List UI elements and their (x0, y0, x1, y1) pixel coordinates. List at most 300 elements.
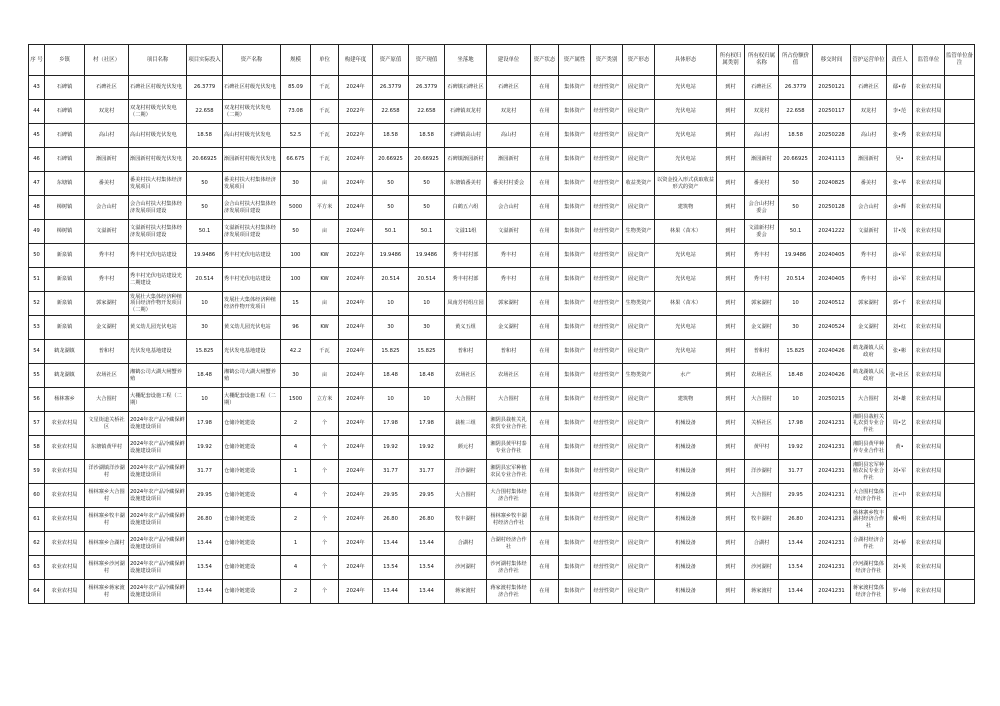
table-cell: 生物类资产 (623, 292, 655, 316)
table-cell: 机械设备 (655, 580, 717, 604)
col-header: 资产属性 (559, 45, 591, 76)
table-cell: 26.3779 (373, 76, 409, 100)
table-cell: 仓储冷链建设 (223, 412, 281, 436)
table-cell: 高山村村级光伏发电 (129, 124, 187, 148)
table-cell: 水产 (655, 364, 717, 388)
table-cell: 20240405 (813, 268, 851, 292)
table-cell: 农业农村局 (913, 292, 945, 316)
table-cell: 50.1 (373, 220, 409, 244)
table-row (29, 508, 975, 532)
table-cell: 20241231 (813, 508, 851, 532)
table-cell: 会合山村 (851, 196, 887, 220)
table-row (29, 340, 975, 364)
table-cell: 机械设备 (655, 436, 717, 460)
table-cell: 到村 (717, 316, 745, 340)
table-cell: 会合山村 (487, 196, 531, 220)
table-cell (945, 556, 975, 580)
col-header: 建设单位 (487, 45, 531, 76)
table-cell: 20.66925 (779, 148, 813, 172)
table-cell: 仓储冷链建设 (223, 532, 281, 556)
table-cell: 31.77 (373, 460, 409, 484)
table-cell: 建筑物 (655, 388, 717, 412)
table-cell: 20.66925 (187, 148, 223, 172)
table-cell: 18.58 (409, 124, 445, 148)
table-cell: 13.44 (373, 580, 409, 604)
table-cell (945, 436, 975, 460)
table-cell: 刘•红 (887, 316, 913, 340)
table-cell: 杨林寨乡蒋家渡村 (85, 580, 129, 604)
table-cell: 固定资产 (623, 124, 655, 148)
table-cell: 张•社区 (887, 364, 913, 388)
table-cell: 石碑镇 (45, 100, 85, 124)
table-cell: 56 (29, 388, 45, 412)
table-cell: 仓储冷链建设 (223, 436, 281, 460)
table-cell: 49 (29, 220, 45, 244)
table-cell: 固定资产 (623, 508, 655, 532)
table-cell: 吴• (887, 148, 913, 172)
col-header: 资产状态 (531, 45, 559, 76)
table-cell: 蒋家渡村 (745, 580, 779, 604)
table-cell: 20.514 (187, 268, 223, 292)
table-cell: 农业农村局 (913, 124, 945, 148)
table-cell: 经营性资产 (591, 508, 623, 532)
table-cell: 鹤龙湖镇 (45, 364, 85, 388)
table-cell: 2024年 (339, 172, 373, 196)
table-cell: 在用 (531, 196, 559, 220)
table-cell: 个 (311, 508, 339, 532)
table-cell: 固定资产 (623, 532, 655, 556)
table-cell (945, 508, 975, 532)
table-cell: 100 (281, 268, 311, 292)
table-cell: 18.58 (187, 124, 223, 148)
table-cell: 文溢11组 (445, 220, 487, 244)
table-cell: 农业农村局 (45, 556, 85, 580)
table-cell: 秀丰村 (85, 268, 129, 292)
col-header: 资产原值 (373, 45, 409, 76)
table-cell: 10 (373, 292, 409, 316)
table-cell: 52.5 (281, 124, 311, 148)
table-cell: 经营性资产 (591, 340, 623, 364)
col-header: 规模 (281, 45, 311, 76)
table-cell: 个 (311, 580, 339, 604)
table-cell: 农业农村局 (45, 532, 85, 556)
table-cell: 20240512 (813, 292, 851, 316)
table-cell: 2024年 (339, 412, 373, 436)
table-cell: 光伏电站 (655, 316, 717, 340)
table-cell: 31.77 (187, 460, 223, 484)
table-row (29, 580, 975, 604)
table-cell: 黄义幼儿园光伏电站 (129, 316, 187, 340)
table-cell: 双龙村 (487, 100, 531, 124)
table-cell: 文溢新村村委会 (745, 220, 779, 244)
table-cell: 集体资产 (559, 508, 591, 532)
table-cell: 农业农村局 (913, 460, 945, 484)
table-cell: 沙河湖村集体经济合作社 (487, 556, 531, 580)
table-cell: 个 (311, 460, 339, 484)
table-cell (945, 124, 975, 148)
table-cell: 经营性资产 (591, 364, 623, 388)
table-cell: 秀丰村 (487, 268, 531, 292)
table-cell: 石碑社区 (745, 76, 779, 100)
col-header: 乡镇 (45, 45, 85, 76)
table-cell: 2024年 (339, 580, 373, 604)
table-row (29, 220, 975, 244)
table-cell: 固定资产 (623, 580, 655, 604)
table-cell: 石碑社区 (851, 76, 887, 100)
table-cell: 在用 (531, 340, 559, 364)
table-cell (945, 580, 975, 604)
table-cell: 经营性资产 (591, 460, 623, 484)
table-cell: 固定资产 (623, 316, 655, 340)
table-cell: 到村 (717, 556, 745, 580)
table-cell: 20241113 (813, 148, 851, 172)
table-cell: 秀丰村 (745, 244, 779, 268)
table-cell: 在用 (531, 580, 559, 604)
table-cell: 周•艺 (887, 412, 913, 436)
table-cell: 蒋家渡村集体经济合作社 (851, 580, 887, 604)
table-cell: 在用 (531, 100, 559, 124)
table-cell: 合湖村 (745, 532, 779, 556)
table-cell: 大合围村 (445, 388, 487, 412)
table-cell: 经营性资产 (591, 244, 623, 268)
table-row (29, 484, 975, 508)
table-cell: 机械设备 (655, 460, 717, 484)
table-cell: 19.92 (373, 436, 409, 460)
table-cell: 固定资产 (623, 148, 655, 172)
table-cell: 集体资产 (559, 220, 591, 244)
table-cell: 13.44 (187, 532, 223, 556)
table-cell: 集体资产 (559, 100, 591, 124)
col-header: 项目实际投入 (187, 45, 223, 76)
table-cell: 大棚配套设施工程（二期） (129, 388, 187, 412)
table-cell: 55 (29, 364, 45, 388)
table-cell: 经营性资产 (591, 124, 623, 148)
table-cell: 100 (281, 244, 311, 268)
table-cell: 林果（苗木） (655, 292, 717, 316)
table-row (29, 436, 975, 460)
table-cell: 19.92 (187, 436, 223, 460)
table-cell: 金义湖村 (745, 316, 779, 340)
table-cell: 18.48 (373, 364, 409, 388)
table-cell: 杨林寨乡牧丰湖村经济合作社 (851, 508, 887, 532)
col-header: 管护运营单位 (851, 45, 887, 76)
table-cell: 10 (409, 292, 445, 316)
table-cell: 农业农村局 (913, 340, 945, 364)
col-header: 所有权归属类别 (717, 45, 745, 76)
col-header: 项目名称 (129, 45, 187, 76)
table-cell: 千瓦 (311, 148, 339, 172)
header-row (29, 45, 975, 76)
table-cell: 番美村村委会 (487, 172, 531, 196)
table-cell: 26.3779 (187, 76, 223, 100)
table-cell: 2024年农产品冷藏保鲜设施建设项目 (129, 412, 187, 436)
table-cell: 2024年 (339, 268, 373, 292)
table-cell: 2024年 (339, 508, 373, 532)
table-cell: 22.658 (779, 100, 813, 124)
table-cell: 农业农村局 (913, 436, 945, 460)
table-cell: 在用 (531, 76, 559, 100)
table-cell: 渐园新村村级光伏发电 (223, 148, 281, 172)
table-row (29, 412, 975, 436)
table-cell: 大合围村集体经济合作社 (487, 484, 531, 508)
table-cell: 到村 (717, 76, 745, 100)
table-cell: 个 (311, 556, 339, 580)
table-cell: 经营性资产 (591, 172, 623, 196)
table-cell: 在用 (531, 148, 559, 172)
table-cell: 农场社区 (487, 364, 531, 388)
table-cell: 10 (373, 388, 409, 412)
table-cell: 发展壮大集体经济种植经济作物开发项目 (223, 292, 281, 316)
table-cell: 千瓦 (311, 100, 339, 124)
table-cell: 新泉镇 (45, 244, 85, 268)
table-cell: 大合围村 (745, 484, 779, 508)
table-cell: 蒋家渡村 (445, 580, 487, 604)
table-cell: 生物类资产 (623, 220, 655, 244)
table-cell: 54 (29, 340, 45, 364)
table-cell: 在用 (531, 460, 559, 484)
table-cell: 到村 (717, 484, 745, 508)
table-cell: 刘•桥 (887, 532, 913, 556)
table-cell: 立方米 (311, 388, 339, 412)
table-cell: 农业农村局 (913, 316, 945, 340)
table-cell: 到村 (717, 340, 745, 364)
table-cell: 固定资产 (623, 340, 655, 364)
table-cell (945, 196, 975, 220)
table-cell: 光伏电站 (655, 244, 717, 268)
table-cell: 金义湖村 (85, 316, 129, 340)
table-cell: 杨林寨乡牧丰湖村经济合作社 (487, 508, 531, 532)
table-cell: 郭家湖村 (851, 292, 887, 316)
table-cell: 集体资产 (559, 292, 591, 316)
table-cell: 20241231 (813, 436, 851, 460)
table-cell: 13.44 (187, 580, 223, 604)
table-cell: 19.9486 (779, 244, 813, 268)
col-header: 村（社区） (85, 45, 129, 76)
table-cell: 仓储冷链建设 (223, 484, 281, 508)
table-cell: 31.77 (779, 460, 813, 484)
table-cell: 集体资产 (559, 124, 591, 148)
table-cell: 42.2 (281, 340, 311, 364)
table-cell: 农业农村局 (913, 148, 945, 172)
table-cell: 10 (187, 388, 223, 412)
table-cell: 洋沙湖镇洋沙湖村 (85, 460, 129, 484)
table-cell: 58 (29, 436, 45, 460)
table-cell: 石碑镇高山村 (445, 124, 487, 148)
table-cell: 个 (311, 484, 339, 508)
table-cell: 集体资产 (559, 436, 591, 460)
table-cell: 到村 (717, 100, 745, 124)
table-cell: 13.54 (409, 556, 445, 580)
table-cell: 1 (281, 532, 311, 556)
table-row (29, 196, 975, 220)
table-cell: 2022年 (339, 100, 373, 124)
table-row (29, 268, 975, 292)
table-cell: 在用 (531, 484, 559, 508)
col-header: 资产类别 (591, 45, 623, 76)
table-cell: 秀丰村光伏电站建设 (129, 244, 187, 268)
table-cell: 生物类资产 (623, 364, 655, 388)
table-cell: 仓储冷链建设 (223, 556, 281, 580)
table-cell: 东塘镇黄甲村 (85, 436, 129, 460)
table-cell: 20241231 (813, 412, 851, 436)
table-cell: 50 (373, 196, 409, 220)
table-cell: 20250117 (813, 100, 851, 124)
table-cell: 在用 (531, 244, 559, 268)
table-cell: 黄甲村 (745, 436, 779, 460)
table-row (29, 172, 975, 196)
table-cell: 光伏电站 (655, 124, 717, 148)
table-cell: 农业农村局 (913, 388, 945, 412)
table-cell: 农业农村局 (913, 196, 945, 220)
col-header: 监管单位备注 (945, 45, 975, 76)
table-row (29, 532, 975, 556)
table-cell: 颜元村 (445, 436, 487, 460)
table-cell: 2024年 (339, 460, 373, 484)
table-cell: 64 (29, 580, 45, 604)
table-cell: 沙河湖村集体经济合作社 (851, 556, 887, 580)
table-cell: 涂•军 (887, 268, 913, 292)
table-cell: 30 (409, 316, 445, 340)
table-cell: 到村 (717, 508, 745, 532)
table-cell: 亩 (311, 364, 339, 388)
table-cell: 50 (779, 172, 813, 196)
table-cell: 杨林寨乡沙河湖村 (85, 556, 129, 580)
table-cell: 渐园新村 (487, 148, 531, 172)
table-cell: 17.98 (373, 412, 409, 436)
table-cell: 19.9486 (187, 244, 223, 268)
table-cell: 10 (779, 292, 813, 316)
table-cell: 高山村 (851, 124, 887, 148)
table-cell: 59 (29, 460, 45, 484)
table-cell: 经营性资产 (591, 100, 623, 124)
table-cell: 秀丰村 (745, 268, 779, 292)
table-cell: 东塘镇 (45, 172, 85, 196)
table-cell: 黄义幼儿园光伏电站 (223, 316, 281, 340)
table-cell: 43 (29, 76, 45, 100)
col-header: 单位 (311, 45, 339, 76)
col-header: 资产名称 (223, 45, 281, 76)
table-cell: 集体资产 (559, 172, 591, 196)
table-cell: 李•范 (887, 100, 913, 124)
table-cell: 机械设备 (655, 508, 717, 532)
table-cell: 4 (281, 556, 311, 580)
table-cell: 番美村扶大村集体经济发展项目 (129, 172, 187, 196)
table-cell: 集体资产 (559, 484, 591, 508)
table-cell: 60 (29, 484, 45, 508)
table-cell: 凤南芳村组庄园 (445, 292, 487, 316)
table-cell: 20.66925 (409, 148, 445, 172)
table-cell: 30 (373, 316, 409, 340)
table-cell: 经营性资产 (591, 556, 623, 580)
table-cell: 1 (281, 460, 311, 484)
table-cell: 50 (187, 172, 223, 196)
table-row (29, 364, 975, 388)
table-cell: 戴•明 (887, 508, 913, 532)
table-cell: 2024年 (339, 292, 373, 316)
table-cell: 双龙村村级光伏发电（二期） (223, 100, 281, 124)
table-cell: 经营性资产 (591, 412, 623, 436)
table-cell: 农业农村局 (913, 268, 945, 292)
table-cell: 经营性资产 (591, 388, 623, 412)
table-cell: 牧丰湖村 (445, 508, 487, 532)
table-row (29, 292, 975, 316)
table-cell: 13.44 (409, 532, 445, 556)
table-cell: 固定资产 (623, 100, 655, 124)
table-cell: 农业农村局 (45, 436, 85, 460)
table-cell: 大合围村集体经济合作社 (851, 484, 887, 508)
table-cell: 新泉镇 (45, 316, 85, 340)
table-cell: 集体资产 (559, 196, 591, 220)
table-cell: 经营性资产 (591, 220, 623, 244)
table-cell: 45 (29, 124, 45, 148)
table-cell: 机械设备 (655, 412, 717, 436)
table-cell: 13.54 (779, 556, 813, 580)
table-cell: 千瓦 (311, 124, 339, 148)
table-row (29, 148, 975, 172)
table-cell: 52 (29, 292, 45, 316)
table-cell: 50 (409, 196, 445, 220)
table-cell: 在用 (531, 316, 559, 340)
table-cell: 在用 (531, 388, 559, 412)
table-cell: 张•彬 (887, 340, 913, 364)
table-cell: 合湖村 (445, 532, 487, 556)
table-cell: 石碑镇 (45, 124, 85, 148)
table-cell: 收益类资产 (623, 172, 655, 196)
table-cell: 双龙村 (745, 100, 779, 124)
table-cell: 到村 (717, 172, 745, 196)
table-cell: 亩 (311, 220, 339, 244)
table-cell: 以资金投入形式获取收益形式的资产 (655, 172, 717, 196)
table-cell: 经营性资产 (591, 148, 623, 172)
table-cell: 到村 (717, 292, 745, 316)
table-cell: 罗•师 (887, 580, 913, 604)
table-cell: 2 (281, 412, 311, 436)
table-cell: 26.80 (779, 508, 813, 532)
table-cell: 会合山村村委会 (745, 196, 779, 220)
table-cell: 50 (187, 196, 223, 220)
table-cell: 29.95 (779, 484, 813, 508)
table-body (29, 76, 975, 604)
table-cell: 19.92 (409, 436, 445, 460)
table-cell: 光伏电站 (655, 76, 717, 100)
table-cell: 2024年 (339, 76, 373, 100)
table-cell: 2024年 (339, 364, 373, 388)
table-cell: 2024年农产品冷藏保鲜设施建设项目 (129, 532, 187, 556)
table-cell: 2024年农产品冷藏保鲜设施建设项目 (129, 460, 187, 484)
table-cell: 2024年 (339, 388, 373, 412)
table-cell: 洋沙湖村 (445, 460, 487, 484)
table-cell: 在用 (531, 556, 559, 580)
table-cell: 20241231 (813, 484, 851, 508)
table-cell: 经营性资产 (591, 532, 623, 556)
table-cell: 50 (409, 172, 445, 196)
table-cell: 73.08 (281, 100, 311, 124)
table-cell: 农业农村局 (913, 484, 945, 508)
table-cell: 经营性资产 (591, 484, 623, 508)
table-cell: 渐园新村 (851, 148, 887, 172)
table-cell: 番美村 (851, 172, 887, 196)
table-cell: 农业农村局 (45, 580, 85, 604)
table-cell: 2024年 (339, 556, 373, 580)
table-cell: 渐园新村村级光伏发电 (129, 148, 187, 172)
table-cell: 到村 (717, 436, 745, 460)
table-cell: 集体资产 (559, 364, 591, 388)
table-cell (945, 412, 975, 436)
table-cell: 湘鹤公司大湖大闸蟹养殖 (223, 364, 281, 388)
table-cell: 集体资产 (559, 268, 591, 292)
table-cell: 48 (29, 196, 45, 220)
table-cell: 固定资产 (623, 484, 655, 508)
